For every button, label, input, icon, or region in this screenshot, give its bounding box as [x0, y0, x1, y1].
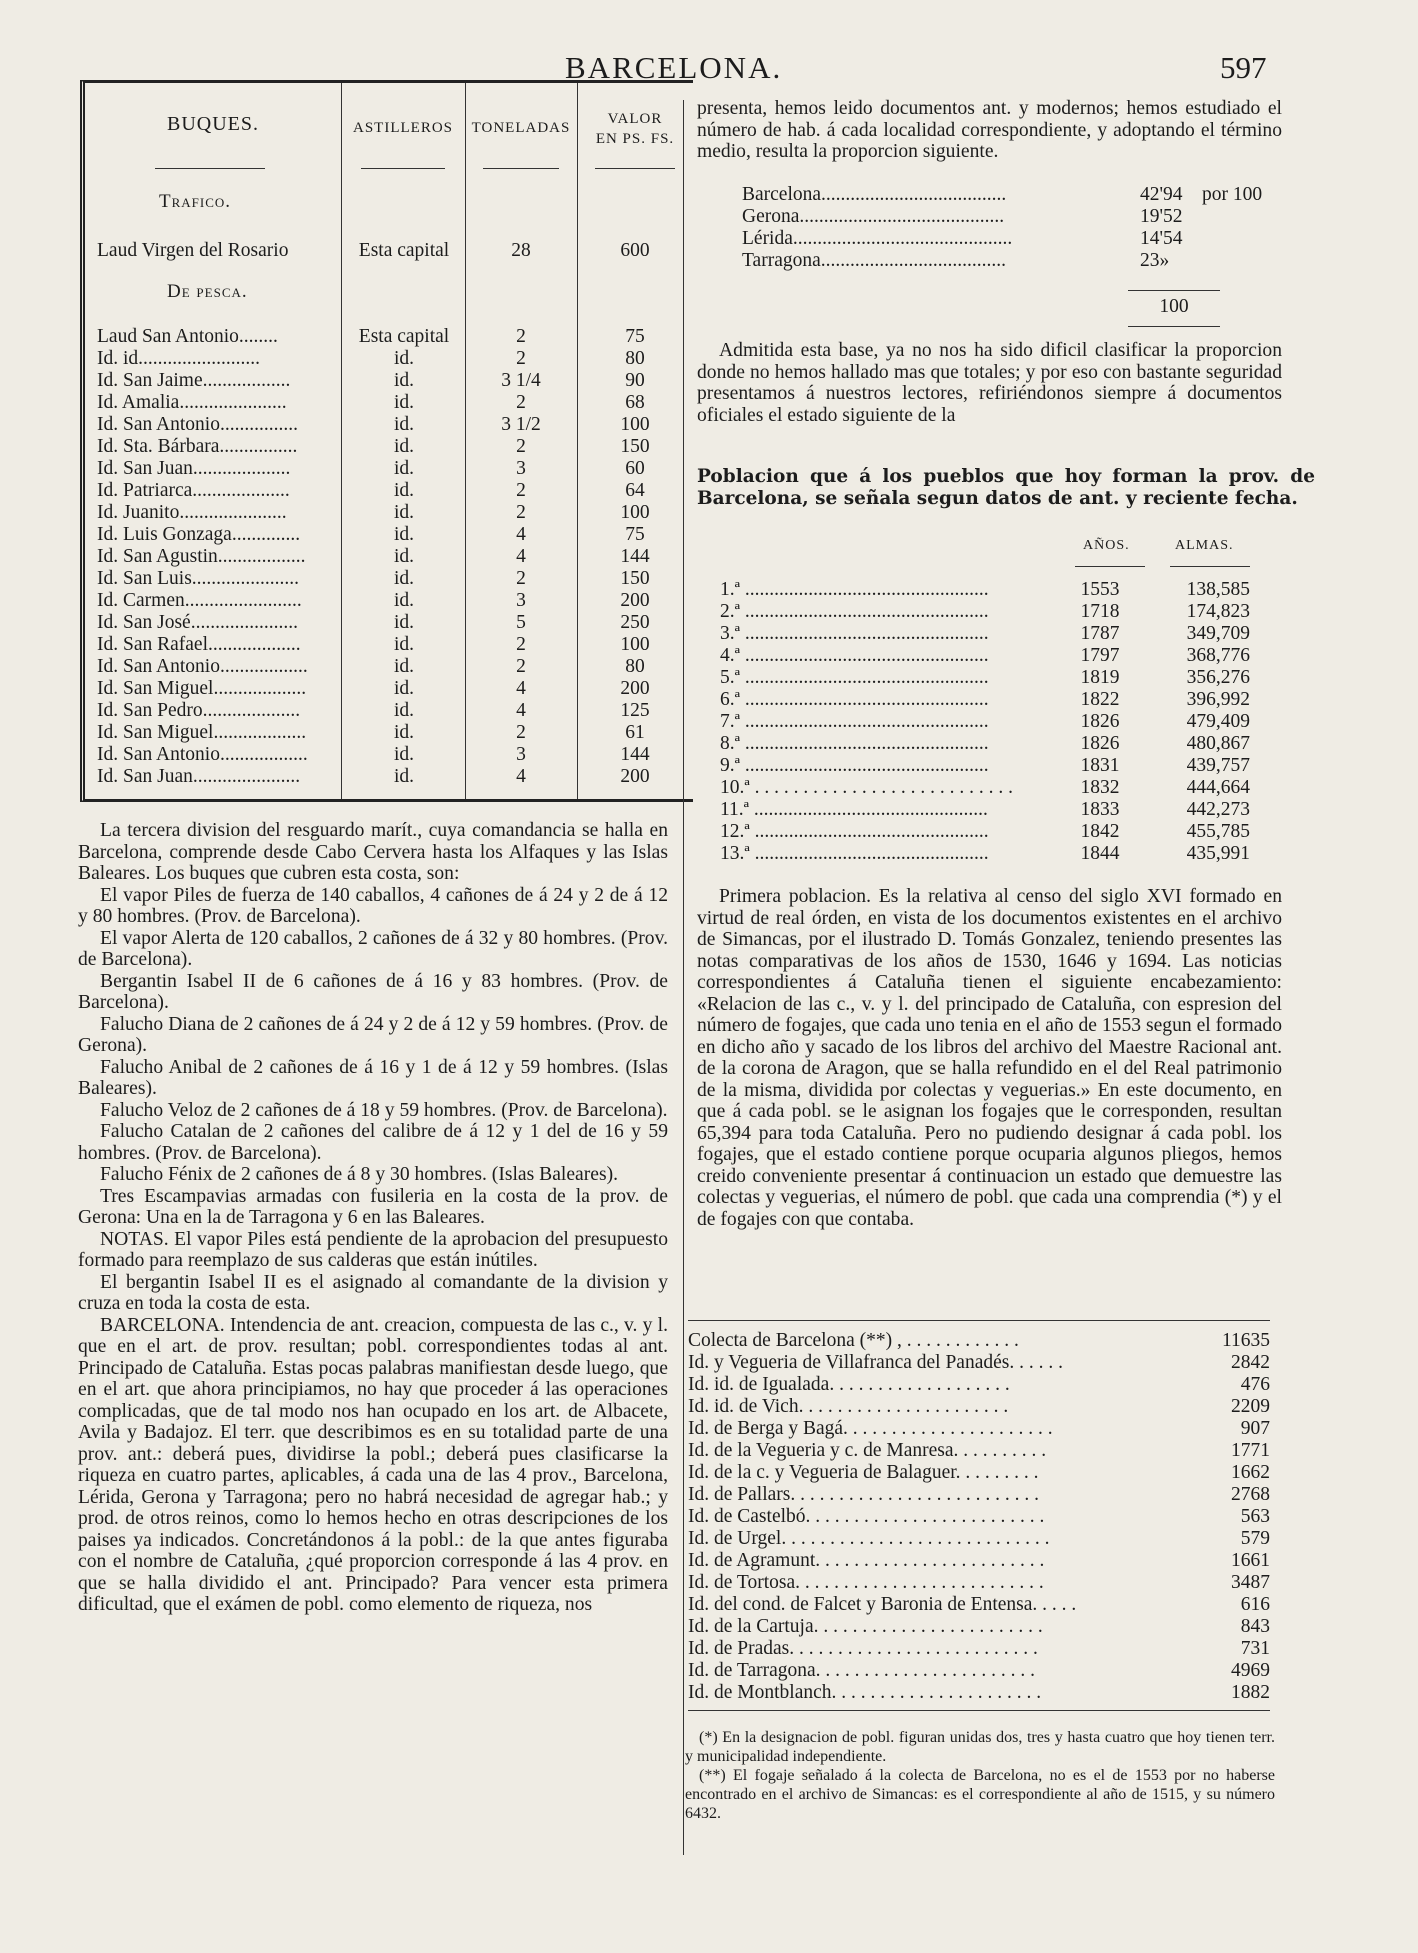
population-ordinal: 13.ª ................................................ [720, 843, 989, 864]
colecta-fogajes: 563 [1240, 1506, 1270, 1527]
colecta-fogajes: 579 [1240, 1528, 1270, 1549]
header-valor-units: EN PS. FS. [595, 131, 675, 147]
population-ordinal: 11.ª ................................................ [720, 799, 988, 820]
colecta-fogajes: 3487 [1231, 1572, 1270, 1593]
ship-astillero: Esta capital [358, 240, 450, 261]
population-almas: 455,785 [1186, 821, 1250, 842]
ship-valor: 80 [625, 348, 645, 369]
paragraph: NOTAS. El vapor Piles está pendiente de la aprobacion del presupuesto formado para reemplazo de sus calderas que están inútiles. [78, 1228, 668, 1271]
ship-valor: 100 [620, 502, 650, 523]
ship-toneladas: 3 [516, 744, 526, 765]
ship-name: Id. Amalia...................... [97, 392, 287, 413]
ship-row [85, 348, 693, 370]
population-year: 1787 [1080, 623, 1120, 644]
column-rule [683, 100, 684, 1855]
ship-name: Id. Carmen........................ [97, 590, 302, 611]
ship-row [85, 722, 693, 744]
ship-astillero: id. [393, 700, 415, 721]
section-pesca: De pesca. [167, 281, 248, 302]
ship-row [85, 700, 693, 722]
population-row [720, 755, 1250, 777]
ship-toneladas: 4 [516, 700, 526, 721]
colecta-name: Id. de la Vegueria y c. de Manresa. . . . . . . . . . [688, 1440, 1047, 1461]
ship-toneladas: 3 1/2 [501, 414, 541, 435]
population-row [720, 777, 1250, 799]
population-ordinal: 2.ª .................................................. [720, 601, 989, 622]
colecta-fogajes: 2209 [1231, 1396, 1270, 1417]
ship-astillero: id. [393, 546, 415, 567]
population-year: 1826 [1080, 711, 1120, 732]
paragraph: Bergantin Isabel II de 6 cañones de á 16 y 83 hombres. (Prov. de Barcelona). [78, 970, 668, 1013]
percentage-value: 42'94 [1140, 184, 1183, 205]
ship-valor: 125 [620, 700, 650, 721]
ship-astillero: id. [393, 766, 415, 787]
ship-name: Id. San Pedro.................... [97, 700, 301, 721]
ship-name: Id. Juanito...................... [97, 502, 287, 523]
ship-row [85, 458, 693, 480]
left-text-column [78, 820, 668, 1616]
ship-valor: 80 [625, 656, 645, 677]
paragraph: Falucho Diana de 2 cañones de á 24 y 2 de á 12 y 59 hombres. (Prov. de Gerona). [78, 1013, 668, 1056]
population-ordinal: 6.ª .................................................. [720, 689, 989, 710]
ship-name: Id. Patriarca.................... [97, 480, 290, 501]
ship-name: Id. San Jaime.................. [97, 370, 291, 391]
percentage-value: 14'54 [1140, 228, 1183, 249]
ship-toneladas: 3 [516, 458, 526, 479]
paragraph: Falucho Veloz de 2 cañones de á 18 y 59 hombres. (Prov. de Barcelona). [100, 1099, 668, 1121]
percentage-value: 23» [1140, 250, 1170, 271]
ship-name: Id. San Miguel................... [97, 722, 307, 743]
ship-name: Id. Sta. Bárbara................ [97, 436, 298, 457]
ship-toneladas: 2 [516, 656, 526, 677]
colecta-name: Id. y Vegueria de Villafranca del Panadés. . . . . . [688, 1352, 1063, 1373]
percentage-value: 19'52 [1140, 206, 1183, 227]
ship-toneladas: 3 1/4 [501, 370, 541, 391]
right-text-top [697, 98, 1282, 163]
colecta-fogajes: 11635 [1221, 1330, 1270, 1351]
paragraph: El vapor Alerta de 120 caballos, 2 cañones de á 32 y 80 hombres. (Prov. de Barcelona). [78, 927, 668, 970]
ship-toneladas: 2 [516, 480, 526, 501]
colecta-fogajes: 4969 [1231, 1660, 1270, 1681]
ship-astillero: id. [393, 568, 415, 589]
colecta-fogajes: 1771 [1231, 1440, 1270, 1461]
ship-valor: 64 [625, 480, 645, 501]
colecta-fogajes: 616 [1240, 1594, 1270, 1615]
ship-toneladas: 4 [516, 524, 526, 545]
paragraph: El vapor Piles de fuerza de 140 caballos, 4 cañones de á 24 y 2 de á 12 y 80 hombres. (Prov. de Barcelona). [78, 884, 668, 927]
population-ordinal: 10.ª . . . . . . . . . . . . . . . . . . . . . . . . . . . [720, 777, 1014, 798]
colecta-row [688, 1374, 1270, 1396]
colecta-name: Id. id. de Vich. . . . . . . . . . . . . . . . . . . . . . [688, 1396, 1009, 1417]
colecta-name: Id. de Tortosa. . . . . . . . . . . . . . . . . . . . . . . . . . [688, 1572, 1044, 1593]
ship-astillero: id. [393, 590, 415, 611]
percentage-name: Gerona.......................................... [742, 206, 1005, 227]
colecta-row [688, 1418, 1270, 1440]
header-toneladas: TONELADAS [471, 120, 571, 136]
population-row [720, 623, 1250, 645]
ship-valor: 600 [620, 240, 650, 261]
percentage-suffix: por 100 [1202, 184, 1263, 205]
colecta-row [688, 1396, 1270, 1418]
ship-row [85, 480, 693, 502]
ship-valor: 100 [620, 634, 650, 655]
ship-valor: 90 [625, 370, 645, 391]
colecta-fogajes: 1882 [1231, 1682, 1270, 1703]
population-almas: 435,991 [1186, 843, 1250, 864]
ship-row [85, 634, 693, 656]
right-text-base [697, 340, 1282, 426]
ship-valor: 144 [620, 546, 650, 567]
population-ordinal: 1.ª .................................................. [720, 579, 989, 600]
ship-toneladas: 4 [516, 546, 526, 567]
population-year: 1553 [1080, 579, 1120, 600]
ship-valor: 150 [620, 436, 650, 457]
population-almas: 349,709 [1186, 623, 1250, 644]
colecta-row [688, 1462, 1270, 1484]
colecta-row [688, 1330, 1270, 1352]
population-almas: 396,992 [1186, 689, 1250, 710]
population-row [720, 843, 1250, 865]
colecta-row [688, 1528, 1270, 1550]
ship-row [85, 766, 693, 788]
ship-name: Id. San Juan...................... [97, 766, 301, 787]
paragraph: Falucho Catalan de 2 cañones del calibre de á 12 y 1 del de 16 y 59 hombres. (Prov. de Barcelona). [78, 1121, 668, 1164]
paragraph: Falucho Fénix de 2 cañones de á 8 y 30 hombres. (Islas Baleares). [100, 1164, 619, 1185]
colecta-fogajes: 907 [1240, 1418, 1270, 1439]
population-row [720, 711, 1250, 733]
ship-name: Id. San Luis...................... [97, 568, 300, 589]
ship-name: Id. id......................... [97, 348, 261, 369]
ship-astillero: id. [393, 612, 415, 633]
ship-toneladas: 2 [516, 326, 526, 347]
ship-toneladas: 2 [516, 436, 526, 457]
ship-astillero: id. [393, 436, 415, 457]
ship-row [85, 392, 693, 414]
population-almas: 174,823 [1186, 601, 1250, 622]
ship-toneladas: 2 [516, 634, 526, 655]
colecta-row [688, 1572, 1270, 1594]
paragraph: Tres Escampavias armadas con fusileria en la costa de la prov. de Gerona: Una en la de Tarragona y 6 en las Baleares. [78, 1185, 668, 1228]
ship-row [85, 590, 693, 612]
ship-name: Id. San Juan.................... [97, 458, 291, 479]
colecta-name: Colecta de Barcelona (**) , . . . . . . . . . . . . [688, 1330, 1019, 1351]
ship-name: Id. Luis Gonzaga.............. [97, 524, 301, 545]
ship-astillero: id. [393, 370, 415, 391]
header-buques: BUQUES. [166, 113, 259, 135]
colecta-row [688, 1660, 1270, 1682]
footnotes [685, 1728, 1275, 1823]
ship-astillero: id. [393, 722, 415, 743]
ship-valor: 60 [625, 458, 645, 479]
population-row [720, 733, 1250, 755]
population-year: 1832 [1080, 777, 1120, 798]
population-year: 1797 [1080, 645, 1120, 666]
population-ordinal: 9.ª .................................................. [720, 755, 989, 776]
ship-astillero: id. [393, 656, 415, 677]
colecta-row [688, 1352, 1270, 1374]
colecta-name: Id. de Urgel. . . . . . . . . . . . . . . . . . . . . . . . . . . . [688, 1528, 1050, 1549]
population-year: 1842 [1080, 821, 1120, 842]
ship-name: Id. San José...................... [97, 612, 298, 633]
paragraph: Admitida esta base, ya no nos ha sido dificil clasificar la proporcion donde no hemos hallado mas que totales; y por eso con bastante seguridad presentamos á nuestros lectores, refiriéndonos siempre á documentos oficiales el estado siguiente de la [697, 340, 1282, 426]
population-row [720, 689, 1250, 711]
ship-row [85, 326, 693, 348]
colecta-row [688, 1616, 1270, 1638]
ship-toneladas: 2 [516, 568, 526, 589]
ship-toneladas: 2 [516, 348, 526, 369]
ship-name: Id. San Antonio................ [97, 414, 298, 435]
population-year: 1826 [1080, 733, 1120, 754]
paragraph: La tercera division del resguardo marít., cuya comandancia se halla en Barcelona, comprende desde Cabo Cervera hasta los Alfaques y las Islas Baleares. Los buques que cubren esta costa, son: [78, 820, 668, 884]
ship-astillero: id. [393, 392, 415, 413]
ship-name: Laud Virgen del Rosario [97, 240, 289, 261]
colecta-row [688, 1638, 1270, 1660]
ship-row [85, 678, 693, 700]
ship-name: Id. San Antonio.................. [97, 744, 308, 765]
population-year: 1831 [1080, 755, 1120, 776]
ship-valor: 200 [620, 678, 650, 699]
ship-astillero: id. [393, 634, 415, 655]
ship-valor: 61 [625, 722, 645, 743]
ship-toneladas: 2 [516, 392, 526, 413]
colecta-row [688, 1550, 1270, 1572]
ship-valor: 100 [620, 414, 650, 435]
population-ordinal: 4.ª .................................................. [720, 645, 989, 666]
footnote: (*) En la designacion de pobl. figuran unidas dos, tres y hasta cuatro que hoy tienen terr. y municipalidad independiente. [685, 1729, 1275, 1765]
ship-valor: 150 [620, 568, 650, 589]
ship-valor: 68 [625, 392, 645, 413]
colecta-fogajes: 731 [1240, 1638, 1270, 1659]
ship-toneladas: 2 [516, 722, 526, 743]
colecta-name: Id. de la c. y Vegueria de Balaguer. . . . . . . . . [688, 1462, 1039, 1483]
paragraph: Falucho Anibal de 2 cañones de á 16 y 1 de á 12 y 59 hombres. (Islas Baleares). [78, 1056, 668, 1099]
ship-astillero: id. [393, 744, 415, 765]
population-almas: 368,776 [1186, 645, 1250, 666]
population-table-title: Poblacion que á los pueblos que hoy forman la prov. de Barcelona, se señala segun datos de ant. y reciente fecha. [697, 466, 1315, 509]
ship-row [85, 524, 693, 546]
ship-astillero: Esta capital [358, 326, 450, 347]
colecta-name: Id. de Castelbó. . . . . . . . . . . . . . . . . . . . . . . . . [688, 1506, 1045, 1527]
header-valor: VALOR [607, 111, 663, 127]
colecta-fogajes: 1661 [1231, 1550, 1270, 1571]
population-almas: 442,273 [1186, 799, 1250, 820]
population-almas: 439,757 [1186, 755, 1250, 776]
ship-astillero: id. [393, 480, 415, 501]
population-almas: 479,409 [1186, 711, 1250, 732]
ship-table [80, 80, 693, 802]
right-text-primera [697, 886, 1282, 1230]
colecta-row [688, 1484, 1270, 1506]
ship-astillero: id. [393, 502, 415, 523]
ship-name: Id. San Agustin.................. [97, 546, 306, 567]
ship-astillero: id. [393, 524, 415, 545]
ship-toneladas: 4 [516, 678, 526, 699]
population-row [720, 667, 1250, 689]
ship-valor: 75 [625, 524, 645, 545]
ship-valor: 200 [620, 590, 650, 611]
ship-valor: 200 [620, 766, 650, 787]
colecta-row [688, 1682, 1270, 1704]
percentage-name: Tarragona...................................... [742, 250, 1007, 271]
colecta-row [688, 1594, 1270, 1616]
ship-row [85, 502, 693, 524]
population-year: 1819 [1080, 667, 1120, 688]
ship-toneladas: 28 [511, 240, 531, 261]
ship-toneladas: 2 [516, 502, 526, 523]
population-year: 1822 [1080, 689, 1120, 710]
colecta-fogajes: 476 [1240, 1374, 1270, 1395]
population-ordinal: 7.ª .................................................. [720, 711, 989, 732]
colecta-name: Id. de Tarragona. . . . . . . . . . . . . . . . . . . . . . . [688, 1660, 1036, 1681]
ship-row [85, 656, 693, 678]
header-almas: ALMAS. [1175, 538, 1234, 553]
population-almas: 138,585 [1186, 579, 1250, 600]
population-ordinal: 3.ª .................................................. [720, 623, 989, 644]
ship-row [85, 240, 693, 262]
ship-toneladas: 4 [516, 766, 526, 787]
paragraph: presenta, hemos leido documentos ant. y modernos; hemos estudiado el número de hab. á cada localidad correspondiente, y adoptando el término medio, resulta la proporcion siguiente. [697, 98, 1282, 162]
ship-astillero: id. [393, 414, 415, 435]
ship-row [85, 744, 693, 766]
population-row [720, 799, 1250, 821]
colecta-name: Id. de Montblanch. . . . . . . . . . . . . . . . . . . . . . [688, 1682, 1042, 1703]
population-year: 1833 [1080, 799, 1120, 820]
ship-row [85, 546, 693, 568]
ship-row [85, 370, 693, 392]
header-astilleros: ASTILLEROS [353, 120, 453, 136]
colecta-name: Id. del cond. de Falcet y Baronia de Entensa. . . . . [688, 1594, 1077, 1615]
ship-name: Id. San Antonio.................. [97, 656, 308, 677]
colecta-fogajes: 1662 [1231, 1462, 1270, 1483]
paragraph: BARCELONA. Intendencia de ant. creacion, compuesta de las c., v. y l. que en el art. de prov. resultan; pobl. correspondientes todas al ant. Principado de Cataluña. Estas pocas palabras manifiestan desde luego, que en el art. que ahora principiamos, no hay que proceder á las operaciones complicadas, que de tal modo nos han ocupado en los art. de Albacete, Avila y Badajoz. El terr. que describimos es en su totalidad parte de una prov. ant.: deberá pues, dividirse la pobl.; deberá pues clasificarse la riqueza en cuatro partes, aplicables, á cada una de las 4 prov., Barcelona, Lérida, Gerona y Tarragona; pero no habrá necesidad de agregar hab.; y prod. de otros reinos, como lo hemos hecho en otras descripciones de los paises ya indicados. Concretándonos á la pobl.: de la que antes figuraba con el nombre de Cataluña, ¿qué proporcion corresponde á las 4 prov. en que se halla dividido el ant. Principado? Para vencer esta primera dificultad, que el exámen de pobl. como elemento de riqueza, nos [78, 1314, 668, 1615]
ship-row [85, 612, 693, 634]
ship-astillero: id. [393, 678, 415, 699]
paragraph: El bergantin Isabel II es el asignado al comandante de la division y cruza en toda la costa de esta. [78, 1271, 668, 1314]
percentage-name: Lérida............................................. [742, 228, 1013, 249]
ship-astillero: id. [393, 348, 415, 369]
header-anos: AÑOS. [1083, 538, 1130, 553]
colecta-name: Id. de Pradas. . . . . . . . . . . . . . . . . . . . . . . . . . [688, 1638, 1038, 1659]
ship-name: Id. San Rafael................... [97, 634, 301, 655]
page-number: 597 [1220, 50, 1267, 85]
ship-row [85, 414, 693, 436]
population-ordinal: 5.ª .................................................. [720, 667, 989, 688]
ship-valor: 144 [620, 744, 650, 765]
colecta-name: Id. de la Cartuja. . . . . . . . . . . . . . . . . . . . . . . . [688, 1616, 1043, 1637]
paragraph: Primera poblacion. Es la relativa al censo del siglo XVI formado en virtud de real órden, en vista de los documentos existentes en el archivo de Simancas, por el ilustrado D. Tomás Gonzalez, teniendo presentes las notas comparativas de los años de 1530, 1646 y 1694. Las noticias correspondientes á Cataluña tienen el siguiente encabezamiento: «Relacion de las c., v. y l. del principado de Cataluña, con espresion del número de fogajes, que cada uno tenia en el año de 1553 segun el formado en dicho año y sacado de los libros del archivo del Maestre Racional ant. de la corona de Aragon, que se halla refundido en el del Real patrimonio de la misma, dividida por colectas y veguerias.» En este documento, en que á cada pobl. se le asignan los fogajes que le corresponden, resultan 65,394 para toda Cataluña. Pero no pudiendo designar á cada pobl. los fogajes, que el estado contiene porque ocuparia algunos pliegos, hemos creido conveniente presentar á continuacion un estado que demuestre las colectas y veguerias, el número de pobl. que cada una comprendia (*) y el de fogajes con que contaba. [697, 886, 1282, 1230]
population-row [720, 821, 1250, 843]
colecta-row [688, 1506, 1270, 1528]
population-year: 1844 [1080, 843, 1120, 864]
colecta-name: Id. id. de Igualada. . . . . . . . . . . . . . . . . . . [688, 1374, 1010, 1395]
percentage-total: 100 [1159, 296, 1189, 317]
population-ordinal: 12.ª ................................................ [720, 821, 989, 842]
population-almas: 356,276 [1186, 667, 1250, 688]
population-row [720, 645, 1250, 667]
colecta-fogajes: 843 [1240, 1616, 1270, 1637]
ship-valor: 250 [620, 612, 650, 633]
population-row [720, 579, 1250, 601]
ship-row [85, 568, 693, 590]
ship-row [85, 436, 693, 458]
colecta-name: Id. de Agramunt. . . . . . . . . . . . . . . . . . . . . . . . [688, 1550, 1045, 1571]
footnote: (**) El fogaje señalado á la colecta de Barcelona, no es el de 1553 por no haberse encontrado en el archivo de Simancas: es el correspondiente al año de 1515, y su número 6432. [685, 1767, 1275, 1822]
colecta-name: Id. de Berga y Bagá. . . . . . . . . . . . . . . . . . . . . . [688, 1418, 1053, 1439]
ship-toneladas: 3 [516, 590, 526, 611]
colecta-name: Id. de Pallars. . . . . . . . . . . . . . . . . . . . . . . . . . [688, 1484, 1039, 1505]
colecta-row [688, 1440, 1270, 1462]
population-almas: 480,867 [1186, 733, 1250, 754]
ship-toneladas: 5 [516, 612, 526, 633]
population-year: 1718 [1080, 601, 1120, 622]
population-ordinal: 8.ª .................................................. [720, 733, 989, 754]
percentage-name: Barcelona...................................... [742, 184, 1007, 205]
population-row [720, 601, 1250, 623]
colecta-fogajes: 2768 [1231, 1484, 1270, 1505]
population-almas: 444,664 [1186, 777, 1250, 798]
ship-name: Id. San Miguel................... [97, 678, 307, 699]
section-trafico: Trafico. [159, 191, 232, 212]
ship-name: Laud San Antonio........ [97, 326, 278, 347]
ship-astillero: id. [393, 458, 415, 479]
ship-valor: 75 [625, 326, 645, 347]
colecta-fogajes: 2842 [1231, 1352, 1270, 1373]
page-title: BARCELONA. [565, 50, 783, 85]
